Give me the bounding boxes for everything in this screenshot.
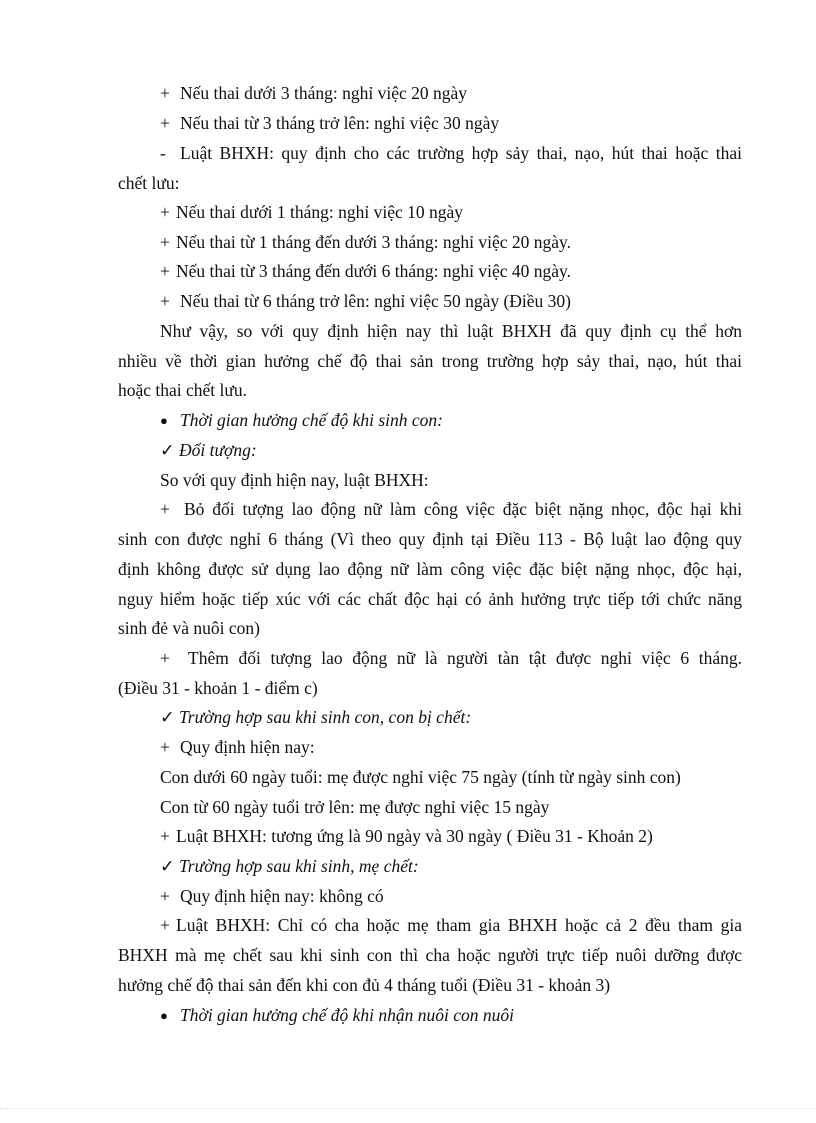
line-text: Luật BHXH: quy định cho các trường hợp sảy thai, nạo, hút thai hoặc thai	[180, 143, 742, 163]
paragraph-line: Như vậy, so với quy định hiện nay thì luật BHXH đã quy định cụ thể hơn	[160, 321, 742, 341]
paragraph-line: sinh đẻ và nuôi con)	[118, 618, 260, 638]
list-item	[160, 82, 467, 104]
subsection-heading	[160, 439, 257, 461]
plus-marker: +	[160, 886, 170, 906]
checkmark-icon: ✓	[160, 856, 175, 876]
dash-marker: -	[160, 143, 166, 163]
line-text: Quy định hiện nay: không có	[180, 886, 384, 906]
list-item	[160, 825, 653, 847]
paragraph-line: BHXH mà mẹ chết sau khi sinh con thì cha hoặc người trực tiếp nuôi dưỡng được	[118, 945, 742, 965]
line-text: Nếu thai từ 3 tháng trở lên: nghỉ việc 30 ngày	[180, 113, 500, 133]
line-text: Bỏ đối tượng lao động nữ làm công việc đặc biệt nặng nhọc, độc hại khi	[184, 499, 742, 519]
line-text: Nếu thai từ 6 tháng trở lên: nghỉ việc 50 ngày (Điều 30)	[180, 291, 572, 311]
paragraph-line: sinh con được nghỉ 6 tháng (Vì theo quy định tại Điều 113 - Bộ luật lao động quy	[118, 529, 742, 549]
paragraph-line: Con dưới 60 ngày tuổi: mẹ được nghỉ việc 75 ngày (tính từ ngày sinh con)	[160, 767, 681, 787]
subsection-heading	[160, 855, 419, 877]
line-text: Nếu thai từ 3 tháng đến dưới 6 tháng: nghỉ việc 40 ngày.	[176, 261, 571, 281]
section-heading	[160, 1004, 514, 1027]
list-item	[160, 290, 571, 312]
plus-marker: +	[160, 83, 170, 103]
paragraph-line: chết lưu:	[118, 173, 180, 193]
checkmark-icon: ✓	[160, 707, 175, 727]
list-item	[160, 498, 742, 520]
line-text: Đối tượng:	[179, 440, 257, 460]
section-heading	[160, 409, 443, 432]
bullet-icon: ●	[160, 413, 168, 428]
line-text: Quy định hiện nay:	[180, 737, 315, 757]
plus-marker: +	[160, 737, 170, 757]
list-item	[160, 260, 571, 282]
line-text: Nếu thai từ 1 tháng đến dưới 3 tháng: nghỉ việc 20 ngày.	[176, 232, 571, 252]
plus-marker: +	[160, 648, 170, 668]
list-item	[160, 112, 499, 134]
list-item	[160, 647, 742, 669]
plus-marker: +	[160, 202, 170, 222]
line-text: Thêm đối tượng lao động nữ là người tàn tật được nghỉ việc 6 tháng.	[188, 648, 742, 668]
checkmark-icon: ✓	[160, 440, 175, 460]
list-item	[160, 142, 742, 164]
plus-marker: +	[160, 261, 170, 281]
line-text: Thời gian hưởng chế độ khi nhận nuôi con nuôi	[180, 1005, 514, 1025]
plus-marker: +	[160, 232, 170, 252]
bullet-icon: ●	[160, 1008, 168, 1023]
paragraph-line: hoặc thai chết lưu.	[118, 380, 248, 400]
list-item	[160, 885, 384, 907]
list-item	[160, 914, 742, 936]
line-text: Nếu thai dưới 3 tháng: nghỉ việc 20 ngày	[180, 83, 468, 103]
paragraph-line: hưởng chế độ thai sản đến khi con đủ 4 tháng tuổi (Điều 31 - khoản 3)	[118, 975, 611, 995]
line-text: Luật BHXH: Chỉ có cha hoặc mẹ tham gia BHXH hoặc cả 2 đều tham gia	[176, 915, 742, 935]
plus-marker: +	[160, 113, 170, 133]
paragraph-line: nguy hiểm hoặc tiếp xúc với các chất độc hại có ảnh hưởng trực tiếp tới chức năng	[118, 589, 742, 609]
plus-marker: +	[160, 499, 170, 519]
paragraph-line: So với quy định hiện nay, luật BHXH:	[160, 470, 429, 490]
line-text: Nếu thai dưới 1 tháng: nghỉ việc 10 ngày	[176, 202, 464, 222]
plus-marker: +	[160, 291, 170, 311]
list-item	[160, 231, 571, 253]
subsection-heading	[160, 706, 471, 728]
paragraph-line: Con từ 60 ngày tuổi trở lên: mẹ được nghỉ việc 15 ngày	[160, 797, 550, 817]
line-text: Luật BHXH: tương ứng là 90 ngày và 30 ngày ( Điều 31 - Khoản 2)	[176, 826, 653, 846]
list-item	[160, 201, 463, 223]
paragraph-line: (Điều 31 - khoản 1 - điểm c)	[118, 678, 318, 698]
paragraph-line: nhiều về thời gian hưởng chế độ thai sản trong trường hợp sảy thai, nạo, hút thai	[118, 351, 742, 371]
plus-marker: +	[160, 826, 170, 846]
page-bottom-divider	[0, 1108, 816, 1109]
line-text: Trường hợp sau khi sinh, mẹ chết:	[179, 856, 419, 876]
line-text: Trường hợp sau khi sinh con, con bị chết:	[179, 707, 472, 727]
paragraph-line: định không được sử dụng lao động nữ làm công việc đặc biệt nặng nhọc, độc hại,	[118, 559, 742, 579]
plus-marker: +	[160, 915, 170, 935]
line-text: Thời gian hưởng chế độ khi sinh con:	[180, 410, 443, 430]
list-item	[160, 736, 315, 758]
